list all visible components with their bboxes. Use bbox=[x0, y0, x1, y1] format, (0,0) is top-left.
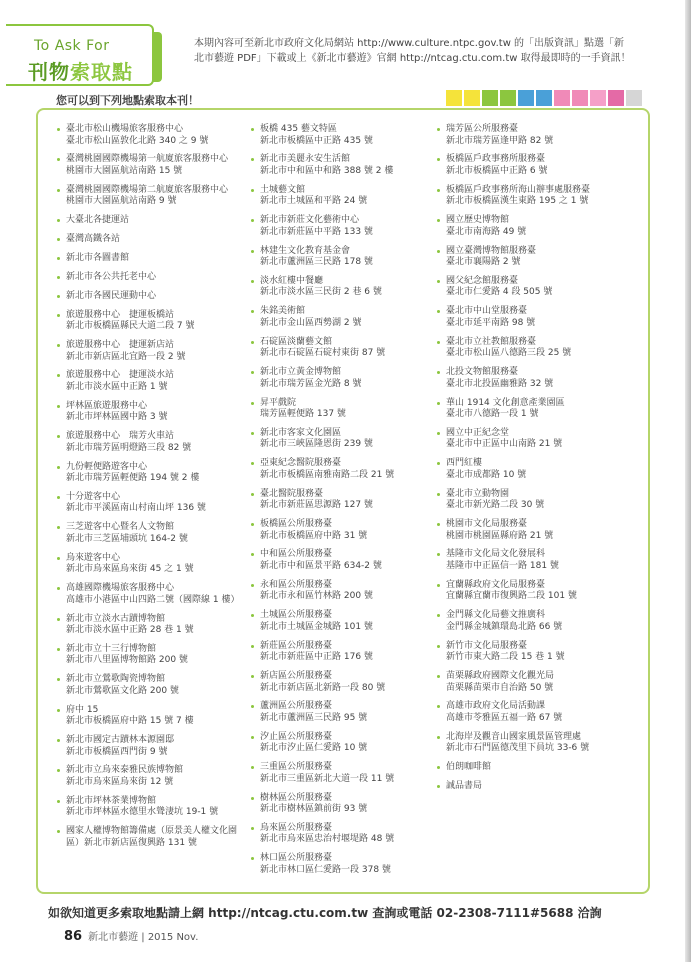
location-address: 苗栗縣苗栗市自治路 50 號 bbox=[446, 682, 554, 693]
location-address: 新北市新莊區中平路 133 號 bbox=[260, 226, 373, 237]
location-name: 淡水紅樓中餐廳 bbox=[260, 275, 324, 286]
location-name: 新北市各圖書館 bbox=[66, 252, 130, 263]
location-entry bbox=[250, 215, 440, 238]
intro-text: 本期內容可至新北市政府文化局網站 http://www.culture.ntpc.gov.tw 的「出版資訊」點選「新北市藝遊 PDF」下載或上《新北市藝遊》官網 http://ntcag.ctu.com.tw 取得最即時的一手資訊！ bbox=[194, 38, 631, 64]
location-name: 桃園市文化局服務臺 bbox=[446, 519, 528, 530]
location-entry bbox=[56, 370, 246, 393]
location-name: 府中 15 bbox=[66, 704, 99, 715]
location-address: 新北市烏來區烏來街 12 號 bbox=[66, 776, 174, 787]
location-entry bbox=[250, 549, 440, 572]
location-name: 亞東紀念醫院服務臺 bbox=[260, 458, 342, 469]
location-name: 新北市各國民運動中心 bbox=[66, 290, 157, 301]
location-entry bbox=[436, 610, 636, 633]
location-address: 新北市金山區西勢湖 2 號 bbox=[260, 317, 362, 328]
location-address: 新北市板橋區府中路 15 號 7 樓 bbox=[66, 716, 194, 727]
location-entry bbox=[56, 154, 246, 177]
location-address: 臺北市新光路二段 30 號 bbox=[446, 500, 545, 511]
location-address: 新北市石門區德茂里下員坑 33-6 號 bbox=[446, 743, 590, 754]
location-address: 新北市三峽區隆恩街 239 號 bbox=[260, 439, 373, 450]
location-name: 國立中正紀念堂 bbox=[446, 427, 510, 438]
location-name: 高雄市政府文化局活動課 bbox=[446, 701, 546, 712]
location-name: 臺北市立動物園 bbox=[446, 488, 510, 499]
banner-text: 您可以到下列地點索取本刊！ bbox=[56, 94, 199, 107]
location-entry bbox=[250, 306, 440, 329]
location-address: 新北市淡水區中正路 28 巷 1 號 bbox=[66, 625, 194, 636]
location-entry bbox=[250, 124, 440, 147]
location-address: 新北市新店區北宜路一段 2 號 bbox=[66, 351, 186, 362]
location-entry bbox=[436, 154, 636, 177]
location-entry bbox=[56, 553, 246, 576]
location-address: 新北市板橋區縣民大道二段 7 號 bbox=[66, 321, 195, 332]
location-name: 北海岸及觀音山國家風景區管理處 bbox=[446, 731, 582, 742]
location-address: 臺北市中正區中山南路 21 號 bbox=[446, 439, 563, 450]
location-entry bbox=[250, 853, 440, 876]
location-name: 新北市國定古蹟林本源園邸 bbox=[66, 735, 175, 746]
color-square bbox=[608, 90, 624, 106]
location-address: 新北市瑞芳區逢甲路 82 號 bbox=[446, 135, 554, 146]
location-name: 高雄國際機場旅客服務中心 bbox=[66, 583, 175, 594]
location-name: 坪林區旅遊服務中心 bbox=[66, 400, 148, 411]
location-entry bbox=[436, 458, 636, 481]
location-name: 林口區公所服務臺 bbox=[260, 853, 333, 864]
location-entry bbox=[56, 291, 246, 303]
location-entry bbox=[56, 340, 246, 363]
location-address: 新北市瑞芳區明燈路三段 82 號 bbox=[66, 442, 192, 453]
color-square bbox=[446, 90, 462, 106]
location-address: 新北市土城區和平路 24 號 bbox=[260, 196, 368, 207]
color-square bbox=[518, 90, 534, 106]
location-address: 新北市新店區北新路一段 80 號 bbox=[260, 682, 386, 693]
location-entry bbox=[436, 185, 636, 208]
location-entry bbox=[56, 185, 246, 208]
location-address: 新北市板橋區府中路 31 號 bbox=[260, 530, 368, 541]
location-entry bbox=[436, 215, 636, 238]
location-address: 臺北市八德路一段 1 號 bbox=[446, 409, 539, 420]
header-title-main: 刊物 bbox=[28, 60, 70, 84]
location-column-1 bbox=[56, 124, 246, 857]
location-entry bbox=[56, 462, 246, 485]
location-name: 新莊區公所服務臺 bbox=[260, 640, 333, 651]
location-address: 新北市新莊區中正路 176 號 bbox=[260, 652, 373, 663]
location-entry bbox=[250, 823, 440, 846]
location-column-2 bbox=[250, 124, 440, 884]
location-entry bbox=[56, 705, 246, 728]
location-entry bbox=[56, 583, 246, 606]
location-entry bbox=[436, 428, 636, 451]
location-name: 新北市立淡水古蹟博物館 bbox=[66, 613, 166, 624]
location-entry bbox=[250, 428, 440, 451]
location-entry bbox=[250, 519, 440, 542]
location-address: 新北市土城區金城路 101 號 bbox=[260, 621, 373, 632]
location-name: 瑞芳區公所服務臺 bbox=[446, 124, 519, 134]
location-address: 臺北市成都路 10 號 bbox=[446, 469, 527, 480]
location-address: 新北市板橋區西門街 9 號 bbox=[66, 746, 168, 757]
location-entry bbox=[436, 489, 636, 512]
location-entry bbox=[250, 458, 440, 481]
location-column-3 bbox=[436, 124, 636, 800]
location-address: 新北市中和區中和路 388 號 2 樓 bbox=[260, 165, 394, 176]
location-name: 朱銘美術館 bbox=[260, 306, 306, 317]
location-name: 十分遊客中心 bbox=[66, 491, 121, 502]
section-header-tab bbox=[6, 24, 154, 86]
location-name: 旅遊服務中心 捷運新店站 bbox=[66, 340, 175, 351]
location-entry bbox=[56, 614, 246, 637]
color-square bbox=[554, 90, 570, 106]
location-name: 板橋區戶政事務所海山辦事處服務臺 bbox=[446, 184, 591, 195]
color-square bbox=[536, 90, 552, 106]
location-entry bbox=[56, 272, 246, 284]
location-address: 宜蘭縣宜蘭市復興路二段 101 號 bbox=[446, 591, 577, 602]
location-address: 新北市瑞芳區金光路 8 號 bbox=[260, 378, 362, 389]
location-name: 新北市坪林茶業博物館 bbox=[66, 795, 157, 806]
location-entry bbox=[56, 796, 246, 819]
location-address: 新北市石碇區石碇村東街 87 號 bbox=[260, 348, 386, 359]
location-name: 臺北市立社教館服務臺 bbox=[446, 336, 537, 347]
location-name: 汐止區公所服務臺 bbox=[260, 731, 333, 742]
location-address: 臺北市延平南路 98 號 bbox=[446, 317, 536, 328]
location-address: 新北市三芝區埔頭坑 164-2 號 bbox=[66, 533, 188, 544]
location-name: 新北市各公共托老中心 bbox=[66, 271, 157, 282]
location-name: 臺灣桃園國際機場第一航廈旅客服務中心 bbox=[66, 154, 229, 165]
location-address: 新北市蘆洲區三民路 178 號 bbox=[260, 257, 373, 268]
header-title-accent: 索取點 bbox=[70, 60, 133, 84]
location-entry bbox=[56, 674, 246, 697]
page-edge-shadow bbox=[685, 0, 691, 962]
location-name: 旅遊服務中心 瑞芳火車站 bbox=[66, 431, 175, 442]
location-name: 新北市立烏來泰雅民族博物館 bbox=[66, 765, 184, 776]
location-name: 國立歷史博物館 bbox=[446, 215, 510, 226]
publication-name: 新北市藝遊 | 2015 Nov. bbox=[88, 932, 199, 943]
location-name: 大臺北各捷運站 bbox=[66, 215, 130, 226]
location-name: 西門紅樓 bbox=[446, 458, 483, 469]
location-entry bbox=[250, 610, 440, 633]
location-address: 新北市瑞芳區輕便路 194 號 2 樓 bbox=[66, 473, 200, 484]
color-square bbox=[500, 90, 516, 106]
location-name: 蘆洲區公所服務臺 bbox=[260, 701, 333, 712]
location-name: 臺北市中山堂服務臺 bbox=[446, 306, 528, 317]
location-entry bbox=[250, 701, 440, 724]
location-address: 新北市板橋區南雅南路二段 21 號 bbox=[260, 469, 395, 480]
location-name: 板橋區戶政事務所服務臺 bbox=[446, 154, 546, 165]
color-squares bbox=[446, 90, 642, 106]
location-list-panel bbox=[36, 108, 650, 894]
color-square bbox=[626, 90, 642, 106]
location-address: 桃園市大園區航站南路 15 號 bbox=[66, 165, 183, 176]
list-banner bbox=[36, 90, 650, 108]
location-name: 林建生文化教育基金會 bbox=[260, 245, 351, 256]
location-entry bbox=[56, 735, 246, 758]
location-entry bbox=[250, 185, 440, 208]
location-name: 土城區公所服務臺 bbox=[260, 610, 333, 621]
location-name: 旅遊服務中心 捷運淡水站 bbox=[66, 370, 175, 381]
location-address: 桃園市桃園區縣府路 21 號 bbox=[446, 530, 554, 541]
location-entry bbox=[250, 580, 440, 603]
location-entry bbox=[436, 732, 636, 755]
location-address: 基隆市中正區信一路 181 號 bbox=[446, 560, 559, 571]
location-name: 苗栗縣政府國際文化觀光局 bbox=[446, 671, 555, 682]
location-address: 新北市淡水區三民街 2 巷 6 號 bbox=[260, 287, 382, 298]
location-address: 臺北市南海路 49 號 bbox=[446, 226, 527, 237]
location-address: 新北市中和區景平路 634-2 號 bbox=[260, 560, 382, 571]
location-entry bbox=[56, 826, 246, 849]
location-entry bbox=[436, 519, 636, 542]
location-address: 新北市平溪區南山村南山坪 136 號 bbox=[66, 503, 206, 514]
location-name: 國立臺灣博物館服務臺 bbox=[446, 245, 537, 256]
color-square bbox=[590, 90, 606, 106]
location-address: 桃園市大園區航站南路 9 號 bbox=[66, 196, 177, 207]
location-name: 中和區公所服務臺 bbox=[260, 549, 333, 560]
location-entry bbox=[250, 154, 440, 177]
location-name: 基隆市文化局文化發展科 bbox=[446, 549, 546, 560]
location-name: 三芝遊客中心暨名人文物館 bbox=[66, 522, 175, 533]
location-entry bbox=[436, 276, 636, 299]
location-entry bbox=[250, 793, 440, 816]
location-address: 新北市蘆洲區三民路 95 號 bbox=[260, 712, 368, 723]
location-address: 新竹市東大路二段 15 巷 1 號 bbox=[446, 652, 565, 663]
color-square bbox=[464, 90, 480, 106]
location-address: 新北市板橋區漢生東路 195 之 1 號 bbox=[446, 196, 589, 207]
location-entry bbox=[436, 781, 636, 793]
location-entry bbox=[436, 641, 636, 664]
location-entry bbox=[436, 549, 636, 572]
location-entry bbox=[56, 253, 246, 265]
location-address: 臺北市襄陽路 2 號 bbox=[446, 257, 521, 268]
location-entry bbox=[436, 367, 636, 390]
location-entry bbox=[436, 398, 636, 421]
location-entry bbox=[56, 431, 246, 454]
location-address: 新北市樹林區鎮前街 93 號 bbox=[260, 804, 368, 815]
color-square bbox=[482, 90, 498, 106]
location-entry bbox=[436, 701, 636, 724]
location-address: 新北市坪林區水德里水聳淒坑 19-1 號 bbox=[66, 807, 219, 818]
location-entry bbox=[436, 246, 636, 269]
location-entry bbox=[250, 367, 440, 390]
location-name: 烏來遊客中心 bbox=[66, 552, 121, 563]
location-name: 石碇區淡蘭藝文館 bbox=[260, 336, 333, 347]
location-name: 新店區公所服務臺 bbox=[260, 671, 333, 682]
location-entry bbox=[436, 762, 636, 774]
location-name: 板橋 435 藝文特區 bbox=[260, 124, 337, 134]
location-name: 新北市新莊文化藝術中心 bbox=[260, 215, 360, 226]
location-address: 臺北市北投區幽雅路 32 號 bbox=[446, 378, 554, 389]
location-name: 伯朗咖啡館 bbox=[446, 762, 492, 773]
location-address: 新北市淡水區中正路 1 號 bbox=[66, 381, 168, 392]
location-address: 新北市新莊區思源路 127 號 bbox=[260, 500, 373, 511]
location-address: 高雄市苓雅區五福一路 67 號 bbox=[446, 712, 563, 723]
location-address: 新北市八里區博物館路 200 號 bbox=[66, 655, 188, 666]
location-name: 新竹市文化局服務臺 bbox=[446, 640, 528, 651]
location-entry bbox=[56, 765, 246, 788]
location-name: 烏來區公所服務臺 bbox=[260, 822, 333, 833]
location-entry bbox=[250, 246, 440, 269]
location-entry bbox=[250, 641, 440, 664]
location-entry bbox=[436, 124, 636, 147]
location-name: 昇平戲院 bbox=[260, 397, 297, 408]
location-entry bbox=[436, 580, 636, 603]
location-address: 新北市烏來區忠治村堰堤路 48 號 bbox=[260, 834, 395, 845]
location-address: 臺北市松山區八德路三段 25 號 bbox=[446, 348, 572, 359]
location-address: 臺北市松山區敦化北路 340 之 9 號 bbox=[66, 135, 209, 146]
location-address: 高雄市小港區中山四路二號（國際線 1 樓） bbox=[66, 594, 240, 605]
location-name: 臺北醫院服務臺 bbox=[260, 488, 324, 499]
location-name: 九份輕便路遊客中心 bbox=[66, 461, 148, 472]
location-address: 新北市三重區新北大道一段 11 號 bbox=[260, 773, 395, 784]
location-address: 新北市汐止區仁愛路 10 號 bbox=[260, 743, 368, 754]
location-name: 金門縣文化局藝文推廣科 bbox=[446, 610, 546, 621]
location-entry bbox=[56, 401, 246, 424]
location-entry bbox=[436, 671, 636, 694]
location-name: 臺灣桃園國際機場第二航廈旅客服務中心 bbox=[66, 184, 229, 195]
header-chinese-title bbox=[28, 56, 133, 85]
header-english-title: To Ask For bbox=[34, 38, 110, 54]
location-name: 旅遊服務中心 捷運板橋站 bbox=[66, 309, 175, 320]
location-name: 北投文物館服務臺 bbox=[446, 367, 519, 378]
location-address: 新北市坪林區國中路 3 號 bbox=[66, 412, 168, 423]
location-name: 宜蘭縣政府文化局服務臺 bbox=[446, 579, 546, 590]
location-name: 板橋區公所服務臺 bbox=[260, 519, 333, 530]
location-address: 瑞芳區輕便路 137 號 bbox=[260, 409, 346, 420]
location-entry bbox=[250, 276, 440, 299]
location-address: 新北市永和區竹林路 200 號 bbox=[260, 591, 373, 602]
location-name: 臺北市松山機場旅客服務中心 bbox=[66, 124, 184, 134]
location-entry bbox=[250, 489, 440, 512]
location-name: 誠品書局 bbox=[446, 781, 483, 792]
location-entry bbox=[56, 124, 246, 147]
location-address: 新北市鶯歌區文化路 200 號 bbox=[66, 685, 179, 696]
location-name: 國父紀念館服務臺 bbox=[446, 275, 519, 286]
location-entry bbox=[56, 215, 246, 227]
location-address: 新北市板橋區中正路 435 號 bbox=[260, 135, 373, 146]
location-entry bbox=[250, 398, 440, 421]
color-square bbox=[572, 90, 588, 106]
page-number: 86 bbox=[64, 929, 83, 944]
location-name: 新北市客家文化園區 bbox=[260, 427, 342, 438]
location-address: 新北市林口區仁愛路一段 378 號 bbox=[260, 864, 391, 875]
location-entry bbox=[56, 522, 246, 545]
location-name: 新北市美麗永安生活館 bbox=[260, 154, 351, 165]
location-name: 永和區公所服務臺 bbox=[260, 579, 333, 590]
location-entry bbox=[250, 732, 440, 755]
location-entry bbox=[250, 671, 440, 694]
location-entry bbox=[250, 337, 440, 360]
location-entry bbox=[436, 337, 636, 360]
location-entry bbox=[250, 762, 440, 785]
location-entry bbox=[436, 306, 636, 329]
page-footer bbox=[64, 928, 198, 944]
location-name: 新北市立鶯歌陶瓷博物館 bbox=[66, 674, 166, 685]
location-entry bbox=[56, 234, 246, 246]
location-name: 新北市立十三行博物館 bbox=[66, 643, 157, 654]
location-entry bbox=[56, 492, 246, 515]
location-name: 三重區公所服務臺 bbox=[260, 762, 333, 773]
location-address: 臺北市仁愛路 4 段 505 號 bbox=[446, 287, 553, 298]
location-entry bbox=[56, 644, 246, 667]
footer-note: 如欲知道更多索取地點請上網 http://ntcag.ctu.com.tw 查詢或電話 02-2308-7111#5688 洽詢 bbox=[48, 906, 602, 920]
location-address: 新北市烏來區烏來街 45 之 1 號 bbox=[66, 564, 194, 575]
location-name: 國家人權博物館籌備處（原景美人權文化園區）新北市新店區復興路 131 號 bbox=[66, 826, 238, 848]
location-address: 金門縣金城鎮環島北路 66 號 bbox=[446, 621, 563, 632]
location-name: 新北市立黃金博物館 bbox=[260, 367, 342, 378]
location-name: 土城藝文館 bbox=[260, 184, 306, 195]
location-name: 樹林區公所服務臺 bbox=[260, 792, 333, 803]
location-address: 新北市板橋區中正路 6 號 bbox=[446, 165, 548, 176]
location-name: 華山 1914 文化創意產業園區 bbox=[446, 397, 565, 408]
location-name: 臺灣高鐵各站 bbox=[66, 234, 121, 245]
location-entry bbox=[56, 310, 246, 333]
